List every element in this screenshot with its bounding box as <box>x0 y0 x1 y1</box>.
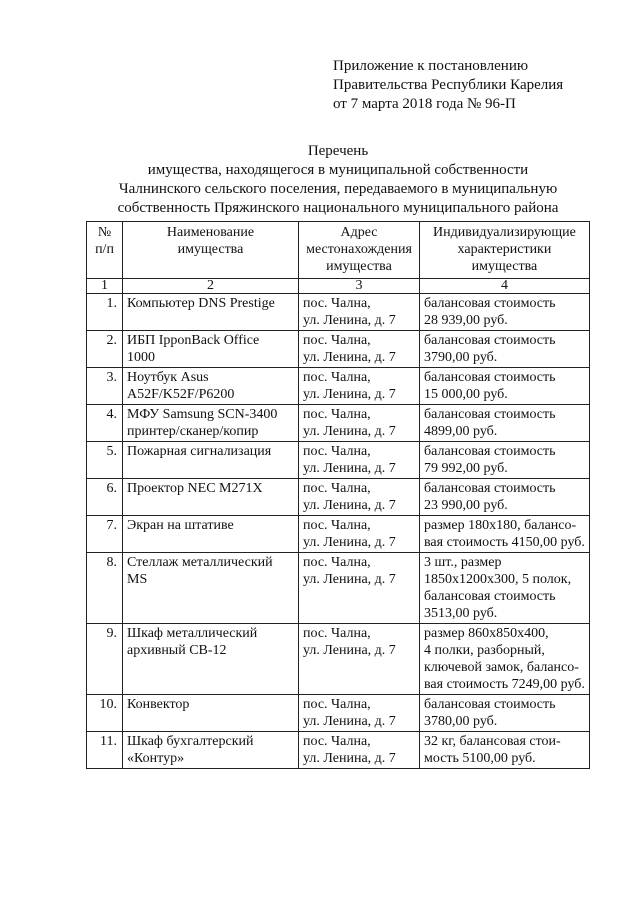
cell-text-line: ул. Ленина, д. 7 <box>303 643 396 658</box>
cell-text-line: 23 990,00 руб. <box>424 498 508 513</box>
cell-text-line: ул. Ленина, д. 7 <box>303 714 396 729</box>
row-number-cell: 1. <box>87 294 123 331</box>
header-text: имущества <box>177 242 244 257</box>
cell-text-line: 1850x1200x300, 5 полок, <box>424 572 572 587</box>
cell-text-line: балансовая стоимость <box>424 333 556 348</box>
header-text: имущества <box>471 259 538 274</box>
cell-text-line: пос. Чална, <box>303 481 371 496</box>
cell-text-line: 32 кг, балансовая стои- <box>424 734 561 749</box>
cell-text-line: 28 939,00 руб. <box>424 313 508 328</box>
cell-text-line: ул. Ленина, д. 7 <box>303 461 396 476</box>
cell-text-line: A52F/K52F/P6200 <box>127 387 235 402</box>
item-address-cell <box>299 405 420 442</box>
cell-text-line: балансовая стоимость <box>424 370 556 385</box>
heading-line-3: Чалнинского сельского поселения, передаваемого в муниципальную <box>118 181 558 197</box>
cell-text-line: вая стоимость 7249,00 руб. <box>424 677 585 692</box>
item-address-cell <box>299 695 420 732</box>
attachment-line-3: от 7 марта 2018 года № 96-П <box>333 96 516 112</box>
item-address-cell <box>299 368 420 405</box>
header-details <box>420 222 590 279</box>
item-details-cell <box>420 331 590 368</box>
row-number-cell: 10. <box>87 695 123 732</box>
property-table <box>86 221 590 769</box>
cell-text-line: пос. Чална, <box>303 734 371 749</box>
item-address-cell <box>299 294 420 331</box>
row-number-cell: 6. <box>87 479 123 516</box>
cell-text-line: Проектор NEC M271X <box>127 481 263 496</box>
cell-text-line: ул. Ленина, д. 7 <box>303 424 396 439</box>
item-details-cell <box>420 368 590 405</box>
attachment-line-1: Приложение к постановлению <box>333 58 529 74</box>
cell-text-line: 3790,00 руб. <box>424 350 498 365</box>
cell-text-line: балансовая стоимость <box>424 407 556 422</box>
attachment-line-2: Правительства Республики Карелия <box>333 77 564 93</box>
cell-text-line: балансовая стоимость <box>424 481 556 496</box>
cell-text-line: MS <box>127 572 148 587</box>
cell-text-line: пос. Чална, <box>303 626 371 641</box>
header-text: характеристики <box>457 242 552 257</box>
table-row <box>87 516 590 553</box>
cell-text-line: Компьютер DNS Prestige <box>127 296 275 311</box>
cell-text-line: 3 шт., размер <box>424 555 502 570</box>
item-name-cell <box>123 695 299 732</box>
header-text: имущества <box>326 259 392 274</box>
item-address-cell <box>299 732 420 769</box>
table-row <box>87 442 590 479</box>
cell-text-line: 3513,00 руб. <box>424 606 498 621</box>
header-text: п/п <box>95 242 114 257</box>
column-number: 4 <box>420 279 590 294</box>
table-row <box>87 479 590 516</box>
cell-text-line: Пожарная сигнализация <box>127 444 272 459</box>
table-row <box>87 695 590 732</box>
cell-text-line: пос. Чална, <box>303 296 371 311</box>
cell-text-line: размер 180x180, балансо- <box>424 518 577 533</box>
item-address-cell <box>299 624 420 695</box>
cell-text-line: Стеллаж металлический <box>127 555 273 570</box>
cell-text-line: балансовая стоимость <box>424 589 556 604</box>
table-row <box>87 732 590 769</box>
header-name <box>123 222 299 279</box>
heading-line-2: имущества, находящегося в муниципальной собственности <box>147 162 529 178</box>
header-text: Наименование <box>166 225 255 240</box>
item-address-cell <box>299 442 420 479</box>
cell-text-line: ул. Ленина, д. 7 <box>303 751 396 766</box>
heading-line-1: Перечень <box>307 143 369 159</box>
item-name-cell <box>123 331 299 368</box>
row-number-cell: 5. <box>87 442 123 479</box>
cell-text-line: «Контур» <box>127 751 185 766</box>
cell-text-line: пос. Чална, <box>303 697 371 712</box>
cell-text-line: балансовая стоимость <box>424 296 556 311</box>
cell-text-line: Экран на штативе <box>127 518 234 533</box>
cell-text-line: пос. Чална, <box>303 444 371 459</box>
cell-text-line: Ноутбук Asus <box>127 370 209 385</box>
item-details-cell <box>420 553 590 624</box>
item-name-cell <box>123 479 299 516</box>
item-name-cell <box>123 442 299 479</box>
item-name-cell <box>123 405 299 442</box>
row-number-cell: 9. <box>87 624 123 695</box>
header-text: Индивидуализирующие <box>433 225 576 240</box>
column-number: 2 <box>123 279 299 294</box>
item-details-cell <box>420 442 590 479</box>
row-number-cell: 2. <box>87 331 123 368</box>
document-heading <box>108 142 568 218</box>
cell-text-line: ИБП IpponBack Office <box>127 333 260 348</box>
cell-text-line: размер 860x850x400, <box>424 626 549 641</box>
cell-text-line: ул. Ленина, д. 7 <box>303 387 396 402</box>
item-name-cell <box>123 624 299 695</box>
cell-text-line: вая стоимость 4150,00 руб. <box>424 535 585 550</box>
table-row <box>87 553 590 624</box>
column-number-row <box>87 279 590 294</box>
header-address <box>299 222 420 279</box>
cell-text-line: ул. Ленина, д. 7 <box>303 313 396 328</box>
cell-text-line: принтер/сканер/копир <box>127 424 259 439</box>
cell-text-line: 15 000,00 руб. <box>424 387 508 402</box>
item-details-cell <box>420 732 590 769</box>
row-number-cell: 8. <box>87 553 123 624</box>
cell-text-line: Шкаф бухгалтерский <box>127 734 254 749</box>
table-body <box>87 279 590 769</box>
row-number-cell: 4. <box>87 405 123 442</box>
cell-text-line: 79 992,00 руб. <box>424 461 508 476</box>
row-number-cell: 3. <box>87 368 123 405</box>
cell-text-line: балансовая стоимость <box>424 444 556 459</box>
item-address-cell <box>299 516 420 553</box>
cell-text-line: ул. Ленина, д. 7 <box>303 498 396 513</box>
cell-text-line: 3780,00 руб. <box>424 714 498 729</box>
cell-text-line: МФУ Samsung SCN-3400 <box>127 407 278 422</box>
header-text: Адрес <box>340 225 378 240</box>
column-number: 3 <box>299 279 420 294</box>
item-name-cell <box>123 516 299 553</box>
table-row <box>87 624 590 695</box>
item-address-cell <box>299 479 420 516</box>
cell-text-line: ул. Ленина, д. 7 <box>303 572 396 587</box>
item-name-cell <box>123 294 299 331</box>
cell-text-line: 1000 <box>127 350 155 365</box>
header-text: местонахождения <box>306 242 412 257</box>
table-header-row <box>87 222 590 279</box>
cell-text-line: архивный СВ-12 <box>127 643 227 658</box>
table-row <box>87 294 590 331</box>
item-address-cell <box>299 553 420 624</box>
attachment-note <box>333 57 563 114</box>
cell-text-line: пос. Чална, <box>303 407 371 422</box>
cell-text-line: пос. Чална, <box>303 370 371 385</box>
item-name-cell <box>123 732 299 769</box>
cell-text-line: ул. Ленина, д. 7 <box>303 350 396 365</box>
item-details-cell <box>420 624 590 695</box>
row-number-cell: 7. <box>87 516 123 553</box>
cell-text-line: 4899,00 руб. <box>424 424 498 439</box>
item-details-cell <box>420 695 590 732</box>
header-text: № <box>97 225 112 240</box>
table-row <box>87 405 590 442</box>
item-details-cell <box>420 479 590 516</box>
cell-text-line: балансовая стоимость <box>424 697 556 712</box>
column-number: 1 <box>87 279 123 294</box>
cell-text-line: пос. Чална, <box>303 518 371 533</box>
item-name-cell <box>123 553 299 624</box>
item-name-cell <box>123 368 299 405</box>
item-details-cell <box>420 405 590 442</box>
cell-text-line: Шкаф металлический <box>127 626 258 641</box>
item-details-cell <box>420 294 590 331</box>
table-row <box>87 331 590 368</box>
item-details-cell <box>420 516 590 553</box>
cell-text-line: мость 5100,00 руб. <box>424 751 536 766</box>
heading-line-4: собственность Пряжинского национального муниципального района <box>117 200 559 216</box>
header-number <box>87 222 123 279</box>
item-address-cell <box>299 331 420 368</box>
cell-text-line: Конвектор <box>127 697 190 712</box>
cell-text-line: пос. Чална, <box>303 555 371 570</box>
row-number-cell: 11. <box>87 732 123 769</box>
cell-text-line: ключевой замок, балансо- <box>424 660 579 675</box>
cell-text-line: пос. Чална, <box>303 333 371 348</box>
cell-text-line: ул. Ленина, д. 7 <box>303 535 396 550</box>
table-row <box>87 368 590 405</box>
cell-text-line: 4 полки, разборный, <box>424 643 545 658</box>
